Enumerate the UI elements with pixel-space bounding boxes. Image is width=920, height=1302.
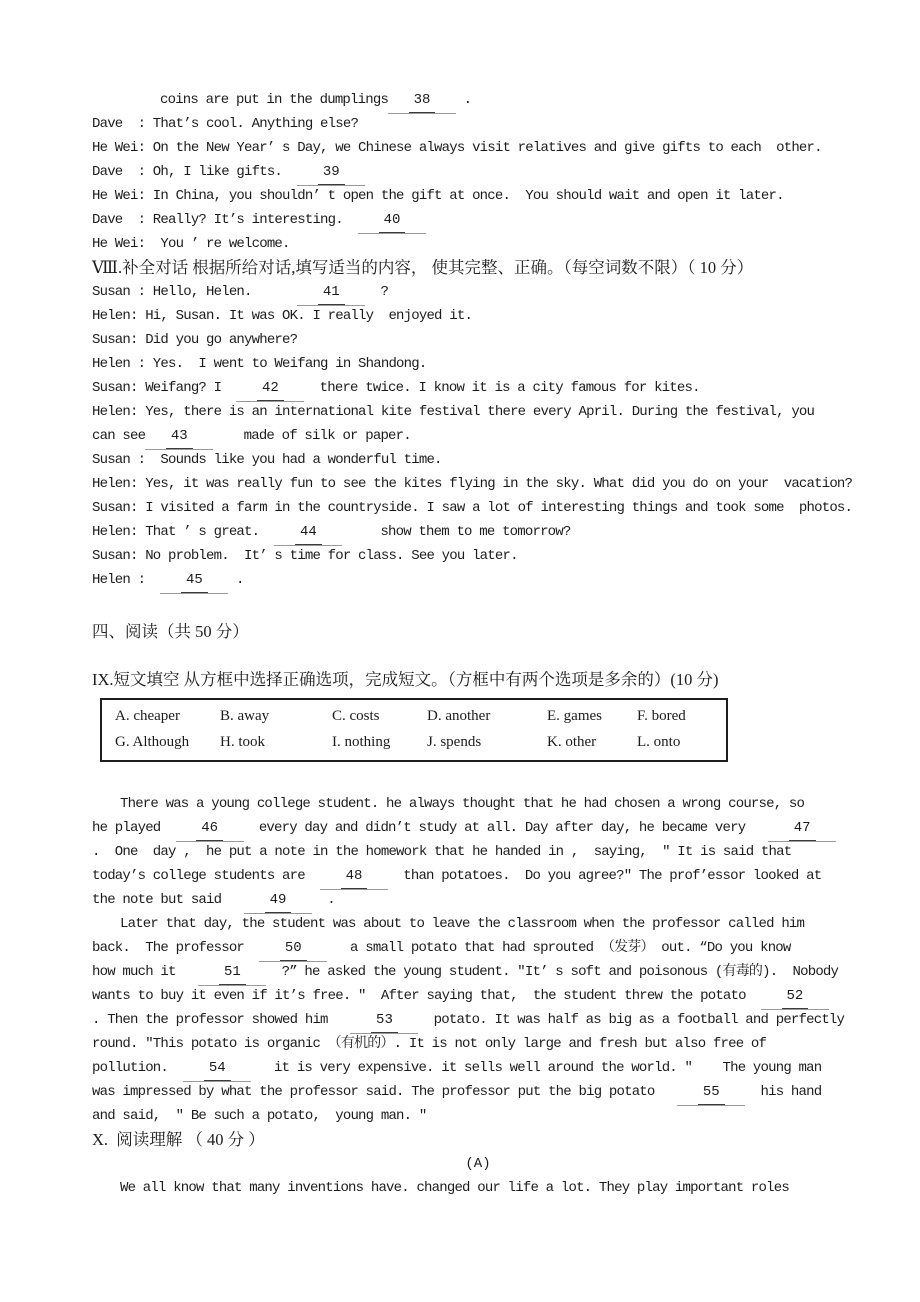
text-line xyxy=(92,160,864,184)
word-option: J. spends xyxy=(427,734,482,750)
text-line xyxy=(92,1008,864,1032)
text-run: There was a young college student. he always thought that he had chosen a wrong course, so xyxy=(120,796,805,812)
word-option: E. games xyxy=(547,708,602,724)
blank-42 xyxy=(236,376,304,402)
text-run: He Wei: You ’ re welcome. xyxy=(92,236,290,252)
part-four-heading: 四、阅读（共 50 分） xyxy=(92,622,249,641)
text-line xyxy=(92,544,864,568)
text-run: Susan: Weifang? I xyxy=(92,380,237,396)
text-run: than potatoes. Do you agree?″ The prof’essor looked at xyxy=(388,868,822,884)
text-run: . xyxy=(456,92,472,108)
text-line xyxy=(92,376,864,400)
blank-54 xyxy=(183,1056,251,1082)
blank-number: 46 xyxy=(196,816,223,841)
text-line xyxy=(92,472,864,496)
word-option: D. another xyxy=(427,708,491,724)
blank-number: 44 xyxy=(295,520,322,545)
text-run: wants to buy it even if it’s free. ″ After saying that, the student threw the potato xyxy=(92,988,761,1004)
text-run: ?” he asked the young student. ″It’ s soft and poisonous (有毒的). Nobody xyxy=(266,964,839,980)
blank-44 xyxy=(274,520,342,546)
blank-number: 39 xyxy=(318,160,345,185)
blank-number: 52 xyxy=(782,984,809,1009)
blank-number: 55 xyxy=(698,1080,725,1105)
word-option: I. nothing xyxy=(332,734,391,750)
blank-number: 40 xyxy=(379,208,406,233)
text-line xyxy=(92,184,864,208)
text-run: Dave : Oh, I like gifts. xyxy=(92,164,298,180)
blank-number: 47 xyxy=(789,816,816,841)
text-run: back. The professor xyxy=(92,940,260,956)
passage-a xyxy=(92,1176,864,1200)
word-bank-box xyxy=(100,698,728,762)
blank-48 xyxy=(320,864,388,890)
text-run: . xyxy=(312,892,335,908)
blank-53 xyxy=(350,1008,418,1034)
blank-47 xyxy=(768,816,836,842)
text-run: He Wei: In China, you shouldn’ t open the gift at once. You should wait and open it later. xyxy=(92,188,784,204)
text-line xyxy=(92,520,864,544)
dialogue-susan-helen xyxy=(92,280,864,592)
text-run: it is very expensive. it sells well around the world. ″ The young man xyxy=(251,1060,822,1076)
text-run: He Wei: On the New Year’ s Day, we Chinese always visit relatives and give gifts to each other. xyxy=(92,140,822,156)
blank-40 xyxy=(358,208,426,234)
text-line xyxy=(92,112,864,136)
text-run: Susan : Sounds like you had a wonderful time. xyxy=(92,452,442,468)
blank-number: 38 xyxy=(409,88,436,113)
blank-41 xyxy=(297,280,365,306)
text-run: round. ″This potato is organic （有机的）. It is not only large and fresh but also free of xyxy=(92,1036,767,1052)
text-line xyxy=(92,840,864,864)
section-x-heading: X. 阅读理解 （ 40 分 ） xyxy=(92,1130,265,1149)
text-line xyxy=(92,304,864,328)
blank-number: 53 xyxy=(371,1008,398,1033)
text-line xyxy=(92,448,864,472)
blank-number: 48 xyxy=(341,864,368,889)
text-line xyxy=(92,136,864,160)
text-line xyxy=(92,888,864,912)
word-option: A. cheaper xyxy=(115,708,180,724)
passage-a-label: (A) xyxy=(465,1156,491,1172)
text-run: made of silk or paper. xyxy=(213,428,411,444)
text-run: his hand xyxy=(745,1084,822,1100)
blank-45 xyxy=(160,568,228,594)
text-line xyxy=(92,864,864,888)
text-line xyxy=(92,568,864,592)
word-bank-row xyxy=(115,703,726,729)
text-run: Susan : Hello, Helen. xyxy=(92,284,298,300)
blank-number: 43 xyxy=(166,424,193,449)
text-run: how much it xyxy=(92,964,199,980)
blank-number: 50 xyxy=(280,936,307,961)
blank-number: 51 xyxy=(219,960,246,985)
text-line xyxy=(92,208,864,232)
text-run: every day and didn’t study at all. Day after day, he became very xyxy=(243,820,769,836)
text-line xyxy=(92,912,864,936)
text-line xyxy=(92,1080,864,1104)
word-option: B. away xyxy=(220,708,270,724)
blank-39 xyxy=(297,160,365,186)
word-option: H. took xyxy=(220,734,265,750)
text-line xyxy=(92,984,864,1008)
text-line xyxy=(92,496,864,520)
text-line xyxy=(92,816,864,840)
text-run: Susan: No problem. It’ s time for class. See you later. xyxy=(92,548,518,564)
text-line xyxy=(92,328,864,352)
text-line xyxy=(92,792,864,816)
text-run: Helen: Yes, there is an international kite festival there every April. During the festival, you xyxy=(92,404,815,420)
text-run: Helen : Yes. I went to Weifang in Shandong. xyxy=(92,356,427,372)
blank-number: 41 xyxy=(318,280,345,305)
word-option: G. Although xyxy=(115,734,190,750)
text-line xyxy=(92,960,864,984)
blank-50 xyxy=(259,936,327,962)
word-option: C. costs xyxy=(332,708,380,724)
text-line xyxy=(92,280,864,304)
blank-46 xyxy=(176,816,244,842)
text-run: can see xyxy=(92,428,146,444)
text-run: Helen: That ’ s great. xyxy=(92,524,275,540)
text-run: show them to me tomorrow? xyxy=(342,524,571,540)
word-option: L. onto xyxy=(637,734,681,750)
blank-number: 54 xyxy=(204,1056,231,1081)
word-option: F. bored xyxy=(637,708,686,724)
blank-49 xyxy=(244,888,312,914)
text-run: Helen: Yes, it was really fun to see the kites flying in the sky. What did you do on your vacation? xyxy=(92,476,853,492)
text-run: Helen : xyxy=(92,572,161,588)
text-run: We all know that many inventions have. changed our life a lot. They play important roles xyxy=(120,1180,789,1196)
cloze-passage xyxy=(92,792,864,1128)
text-run: . xyxy=(228,572,244,588)
blank-52 xyxy=(761,984,829,1010)
dialogue-continuation xyxy=(92,88,864,256)
text-run: a small potato that had sprouted （发芽） out. “Do you know xyxy=(327,940,791,956)
text-line xyxy=(92,424,864,448)
section-ix-heading: IX.短文填空 从方框中选择正确选项，完成短文。（方框中有两个选项是多余的）(10 分) xyxy=(92,670,719,689)
text-line xyxy=(92,352,864,376)
text-run: the note but said xyxy=(92,892,245,908)
text-run: Dave : Really? It’s interesting. xyxy=(92,212,359,228)
text-line xyxy=(92,936,864,960)
blank-38 xyxy=(388,88,456,114)
text-line xyxy=(92,1176,864,1200)
text-line xyxy=(92,232,864,256)
blank-51 xyxy=(198,960,266,986)
text-run: pollution. xyxy=(92,1060,184,1076)
text-run: today’s college students are xyxy=(92,868,321,884)
text-run: . Then the professor showed him xyxy=(92,1012,351,1028)
blank-number: 49 xyxy=(265,888,292,913)
word-bank-row xyxy=(115,729,726,755)
text-run: coins are put in the dumplings xyxy=(160,92,389,108)
text-run: Later that day, the student was about to leave the classroom when the professor called him xyxy=(120,916,805,932)
text-run: potato. It was half as big as a football and perfectly xyxy=(418,1012,845,1028)
text-run: Susan: I visited a farm in the countryside. I saw a lot of interesting things and took some photos. xyxy=(92,500,853,516)
text-line xyxy=(92,88,864,112)
blank-number: 45 xyxy=(181,568,208,593)
text-run: . One day , he put a note in the homework that he handed in , saying, ″ It is said that xyxy=(92,844,792,860)
blank-43 xyxy=(145,424,213,450)
text-run: Susan: Did you go anywhere? xyxy=(92,332,298,348)
text-line xyxy=(92,1032,864,1056)
text-line xyxy=(92,1056,864,1080)
text-line xyxy=(92,400,864,424)
text-run: ? xyxy=(365,284,389,300)
text-run: Helen: Hi, Susan. It was OK. I really enjoyed it. xyxy=(92,308,473,324)
text-run: there twice. I know it is a city famous for kites. xyxy=(304,380,700,396)
section-viii-heading: Ⅷ.补全对话 根据所给对话,填写适当的内容， 使其完整、正确。（每空词数不限）（ 10 分） xyxy=(92,258,754,277)
text-run: and said, ″ Be such a potato, young man. ″ xyxy=(92,1108,427,1124)
text-run: was impressed by what the professor said. The professor put the big potato xyxy=(92,1084,678,1100)
text-run: he played xyxy=(92,820,176,836)
text-run: Dave : That’s cool. Anything else? xyxy=(92,116,359,132)
word-option: K. other xyxy=(547,734,597,750)
blank-55 xyxy=(677,1080,745,1106)
text-line xyxy=(92,1104,864,1128)
blank-number: 42 xyxy=(257,376,284,401)
